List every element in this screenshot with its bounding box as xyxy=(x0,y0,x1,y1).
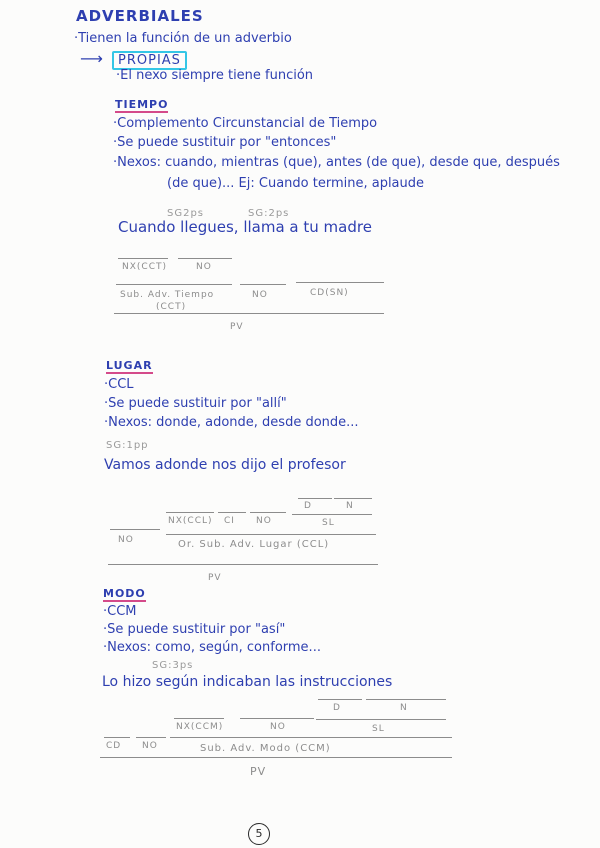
modo-no-2: NO xyxy=(142,741,158,751)
lugar-nx: NX(CCL) xyxy=(168,516,213,526)
tiempo-pv: PV xyxy=(230,322,244,332)
lugar-line-3: ·Nexos: donde, adonde, desde donde... xyxy=(104,415,359,430)
modo-cd: CD xyxy=(106,741,122,751)
lugar-ci: CI xyxy=(224,516,235,526)
modo-d: D xyxy=(333,703,341,713)
modo-n: N xyxy=(400,703,408,713)
lugar-d: D xyxy=(304,501,312,511)
lugar-annotation: SG:1pp xyxy=(106,440,149,451)
tiempo-sentence: Cuando llegues, llama a tu madre xyxy=(118,218,372,236)
propias-rule: ·El nexo siempre tiene función xyxy=(116,68,314,83)
modo-sl: SL xyxy=(372,724,385,734)
modo-annotation: SG:3ps xyxy=(152,660,194,671)
lugar-n: N xyxy=(346,501,354,511)
propias-label: PROPIAS xyxy=(112,51,187,70)
modo-sub: Sub. Adv. Modo (CCM) xyxy=(200,743,331,754)
lugar-heading: LUGAR xyxy=(106,359,153,372)
lugar-no: NO xyxy=(256,516,272,526)
tiempo-cct: (CCT) xyxy=(156,302,187,312)
lugar-no-2: NO xyxy=(118,535,134,545)
tiempo-no-b: NO xyxy=(252,290,268,300)
modo-no: NO xyxy=(270,722,286,732)
tiempo-annotation-2: SG:2ps xyxy=(248,208,290,219)
tiempo-cd: CD(SN) xyxy=(310,288,349,298)
tiempo-sub: Sub. Adv. Tiempo xyxy=(120,290,215,300)
tiempo-line-3: ·Nexos: cuando, mientras (que), antes (de que), desde que, después xyxy=(113,155,560,170)
lugar-sentence: Vamos adonde nos dijo el profesor xyxy=(104,457,346,473)
lugar-sub: Or. Sub. Adv. Lugar (CCL) xyxy=(178,539,330,550)
lugar-pv: PV xyxy=(208,573,222,583)
tiempo-no-a: NO xyxy=(196,262,212,272)
tiempo-line-1: ·Complemento Circunstancial de Tiempo xyxy=(113,116,378,131)
modo-nx: NX(CCM) xyxy=(176,722,224,732)
modo-pv: PV xyxy=(250,765,267,778)
lugar-line-1: ·CCL xyxy=(104,377,134,392)
intro-line: ·Tienen la función de un adverbio xyxy=(74,31,292,46)
arrow-icon: ⟶ xyxy=(80,49,103,68)
modo-heading: MODO xyxy=(103,587,146,600)
page-title: ADVERBIALES xyxy=(76,7,204,25)
modo-line-2: ·Se puede sustituir por "así" xyxy=(103,622,286,637)
modo-line-3: ·Nexos: como, según, conforme... xyxy=(103,640,321,655)
tiempo-line-2: ·Se puede sustituir por "entonces" xyxy=(113,135,337,150)
tiempo-line-4: (de que)... Ej: Cuando termine, aplaude xyxy=(167,176,425,191)
lugar-line-2: ·Se puede sustituir por "allí" xyxy=(104,396,287,411)
modo-line-1: ·CCM xyxy=(103,604,137,619)
tiempo-heading: TIEMPO xyxy=(115,98,169,111)
tiempo-annotation-1: SG2ps xyxy=(167,208,205,219)
tiempo-nx: NX(CCT) xyxy=(122,262,167,272)
lugar-sl: SL xyxy=(322,518,335,528)
page-number: 5 xyxy=(248,823,270,845)
modo-sentence: Lo hizo según indicaban las instrucciones xyxy=(102,674,393,690)
